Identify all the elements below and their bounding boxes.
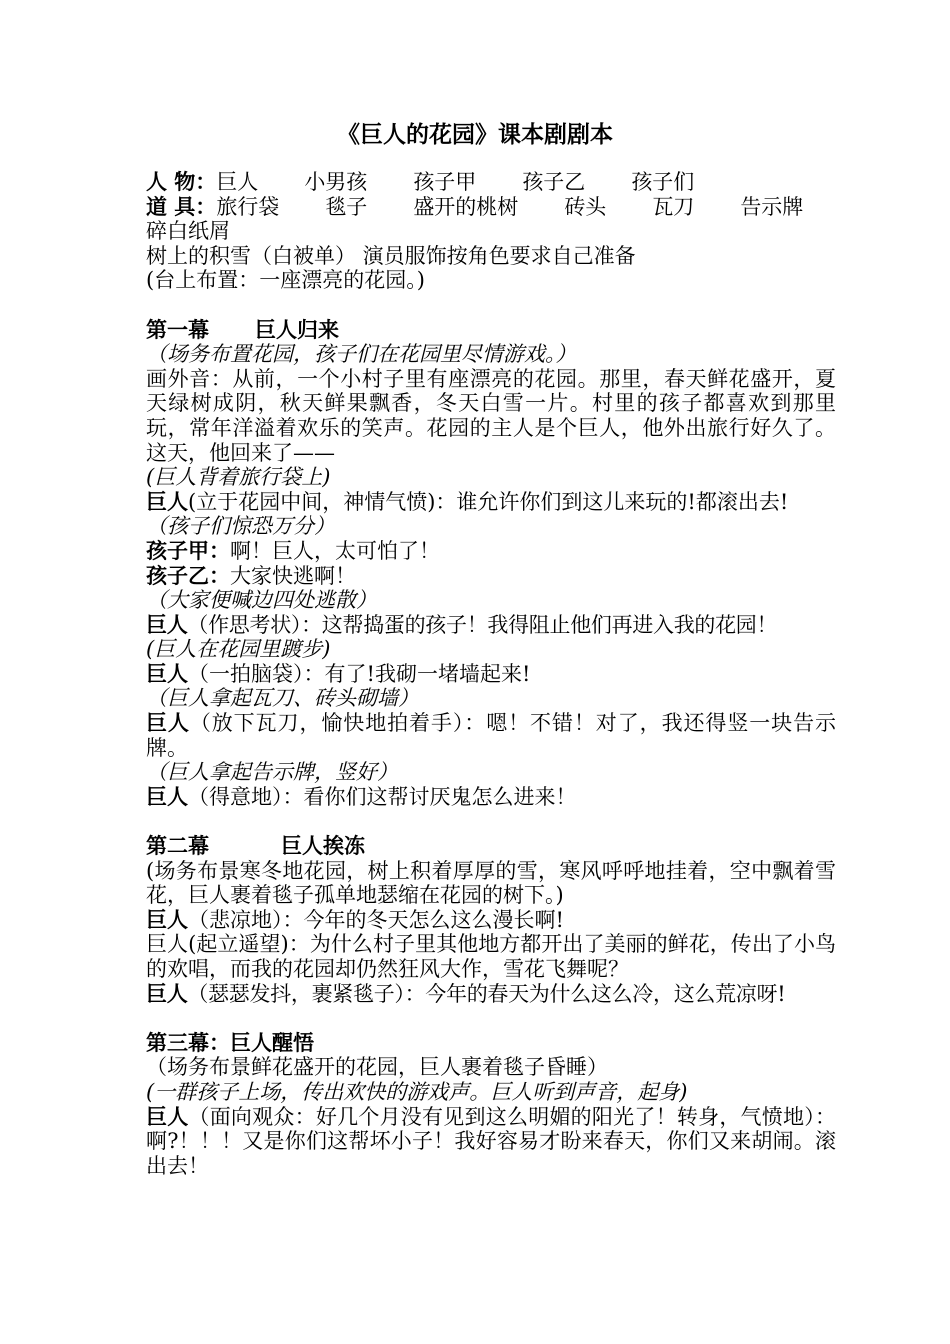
props-line [146,195,836,220]
stage-direction: （巨人拿起瓦刀、砖头砌墙） [146,686,419,711]
props-line-2: 碎白纸屑 [146,219,230,244]
props-line-3: 树上的积雪（白被单） 演员服饰按角色要求自己准备 [146,243,636,268]
cast-item: 孩子乙 [522,170,586,194]
cast-item: 巨人 [216,170,259,194]
speaker: 巨人 [146,907,188,932]
stage-direction: (一群孩子上场，传出欢快的游戏声。巨人听到声音，起身) [146,1079,688,1104]
dialogue-line: 巨人(立于花园中间，神情气愤)：谁允许你们到这儿来玩的!都滚出去! [146,489,789,514]
speaker: 孩子甲： [146,538,230,563]
stage-direction: (场务布景寒冬地花园，树上积着厚厚的雪，寒风呼呼地挂着，空中飘着雪花，巨人裹着毯子孤单地瑟缩在花园的树下。) [146,858,836,908]
speaker: 巨人 [146,784,188,809]
stage-setting: (台上布置：一座漂亮的花园。) [146,268,425,293]
act2-heading: 第二幕 巨人挨冻 [146,834,365,859]
cast-label: 人 物： [146,170,217,194]
dialogue-line: 巨人（作思考状）：这帮捣蛋的孩子！我得阻止他们再进入我的花园！ [146,612,778,637]
dialogue-line: 巨人（放下瓦刀，愉快地拍着手）：嗯！不错！对了，我还得竖一块告示牌。 [146,711,837,760]
speaker: 巨人 [146,1104,189,1129]
dialogue-line: 孩子乙：大家快逃啊！ [146,563,356,588]
dialogue-line: 巨人(起立遥望)：为什么村子里其他地方都开出了美丽的鲜花，传出了小鸟的欢唱，而我的花园却仍然狂风大作，雪花飞舞呢？ [146,932,836,981]
script-body [146,170,836,1178]
page-title: 《巨人的花园》课本剧剧本 [337,122,613,148]
speaker: 孩子乙： [146,563,230,588]
prop-item: 旅行袋 [216,194,280,219]
dialogue-line: 孩子甲：啊！巨人，太可怕了！ [146,538,440,563]
stage-direction: （孩子们惊恐万分） [146,514,335,539]
prop-item: 瓦刀 [652,194,695,219]
prop-item: 告示牌 [740,194,804,219]
dialogue-line: 巨人（得意地）：看你们这帮讨厌鬼怎么进来！ [146,784,577,809]
stage-direction: （大家便喊边四处逃散） [146,588,377,613]
stage-direction: (巨人在花园里踱步) [146,637,331,662]
stage-direction: （场务布景鲜花盛开的花园，巨人裹着毯子昏睡） [146,1055,608,1080]
dialogue-line: 巨人（悲凉地）：今年的冬天怎么这么漫长啊! [146,907,564,932]
speaker: 巨人 [146,489,188,514]
cast-item: 孩子们 [631,170,695,194]
act3-heading: 第三幕：巨人醒悟 [146,1030,314,1055]
act1-heading: 第一幕 巨人归来 [146,317,339,342]
speaker: 巨人 [146,711,190,736]
cast-item: 孩子甲 [413,170,477,194]
stage-direction: （场务布置花园，孩子们在花园里尽情游戏。） [146,342,577,367]
prop-item: 毯子 [325,194,368,219]
speaker: 巨人 [146,981,188,1006]
cast-line [146,170,836,195]
prop-item: 砖头 [564,194,607,219]
stage-direction: (巨人背着旅行袋上) [146,465,331,490]
cast-item: 小男孩 [304,170,368,194]
stage-direction: （巨人拿起告示牌，竖好） [146,760,398,785]
dialogue-line: 巨人（瑟瑟发抖，裹紧毯子）：今年的春天为什么这么冷，这么荒凉呀! [146,981,786,1006]
dialogue-line: 巨人（一拍脑袋）：有了!我砌一堵墙起来! [146,661,531,686]
narration: 画外音：从前，一个小村子里有座漂亮的花园。那里，春天鲜花盛开，夏天绿树成阴，秋天鲜果飘香，冬天白雪一片。村里的孩子都喜欢到那里玩，常年洋溢着欢乐的笑声。花园的主人是个巨人，他外出旅行好久了。这天，他回来了—— [146,366,837,465]
props-label: 道 具： [146,194,217,219]
speaker: 巨人 [146,612,188,637]
dialogue-line: 巨人（面向观众：好几个月没有见到这么明媚的阳光了！转身，气愤地）：啊?！！！又是你们这帮坏小子！我好容易才盼来春天，你们又来胡闹。滚出去！ [146,1104,836,1178]
prop-item: 盛开的桃树 [413,194,519,219]
speaker: 巨人 [146,661,188,686]
